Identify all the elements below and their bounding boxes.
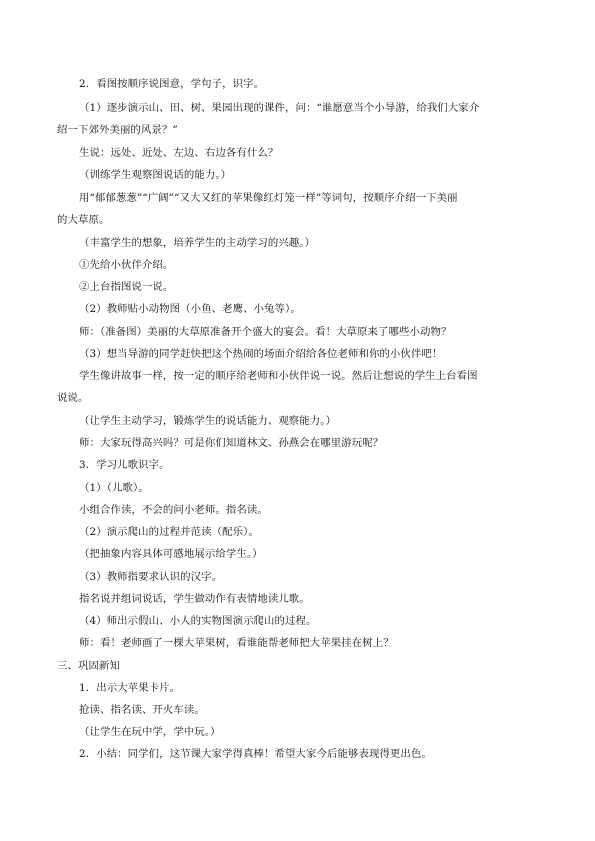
text-line: 绍一下郊外美丽的风景？”	[57, 124, 178, 136]
text-line: 2．看图按顺序说图意，学句子，识字。	[79, 78, 265, 90]
section-heading: 三、巩固新知	[57, 660, 120, 672]
text-line: 说说。	[57, 392, 89, 404]
text-line: 小组合作读，不会的问小老师。指名读。	[79, 504, 268, 516]
text-line: 用“郁郁葱葱”“广阔”“又大又红的苹果像红灯笼一样”等词句，按顺序介绍一下美丽	[79, 192, 458, 204]
text-line: ①先给小伙伴介绍。	[79, 259, 174, 271]
text-line: 学生像讲故事一样，按一定的顺序给老师和小伙伴说一说。然后让想说的学生上台看图	[79, 370, 478, 382]
text-line: 2．小结：同学们，这节课大家学得真棒！希望大家今后能够表现得更出色。	[79, 748, 432, 760]
text-line: （2）教师贴小动物图（小鱼、老鹰、小兔等）。	[79, 303, 301, 315]
text-line: （3）教师指要求认识的汉字。	[79, 571, 223, 583]
text-line: （1）逐步演示山、田、树、果园出现的课件，问：“谁愿意当个小导游，给我们大家介	[79, 102, 480, 114]
text-line: （4）师出示假山、小人的实物图演示爬山的过程。	[79, 615, 317, 627]
text-line: （训练学生观察图说话的能力。）	[79, 169, 232, 181]
text-line: （2）演示爬山的过程并范读（配乐）。	[79, 526, 259, 538]
text-line: 生说：远处、近处、左边、右边各有什么？	[79, 147, 279, 159]
text-line: 师：大家玩得高兴吗？可是你们知道林文、孙燕会在哪里游玩呢？	[79, 437, 384, 449]
text-line: 师：看！老师画了一棵大苹果树，看谁能帮老师把大苹果挂在树上？	[79, 637, 394, 649]
text-line: ②上台指图说一说。	[79, 281, 174, 293]
text-line: （把抽象内容具体可感地展示给学生。）	[79, 548, 263, 560]
text-line: 抢读、指名读、开火车读。	[79, 704, 205, 716]
text-line: （3）想当导游的同学赶快把这个热闹的场面介绍给各位老师和你的小伙伴吧！	[79, 348, 443, 360]
text-line: 1．出示大苹果卡片。	[79, 682, 181, 694]
text-line: 的大草原。	[57, 214, 110, 226]
text-line: 3．学习儿歌识字。	[79, 459, 170, 471]
text-line: 指名说并组词说话，学生做动作有表情地读儿歌。	[79, 593, 310, 605]
text-line: （1）（儿歌）。	[79, 482, 149, 494]
text-line: （丰富学生的想象，培养学生的主动学习的兴趣。）	[79, 237, 316, 249]
text-line: （让学生在玩中学，学中玩。）	[79, 726, 221, 738]
text-line: 师：（准备图）美丽的大草原准备开个盛大的宴会。看！大草原来了哪些小动物？	[79, 326, 452, 338]
text-line: （让学生主动学习，锻炼学生的说话能力、观察能力。）	[79, 415, 337, 427]
